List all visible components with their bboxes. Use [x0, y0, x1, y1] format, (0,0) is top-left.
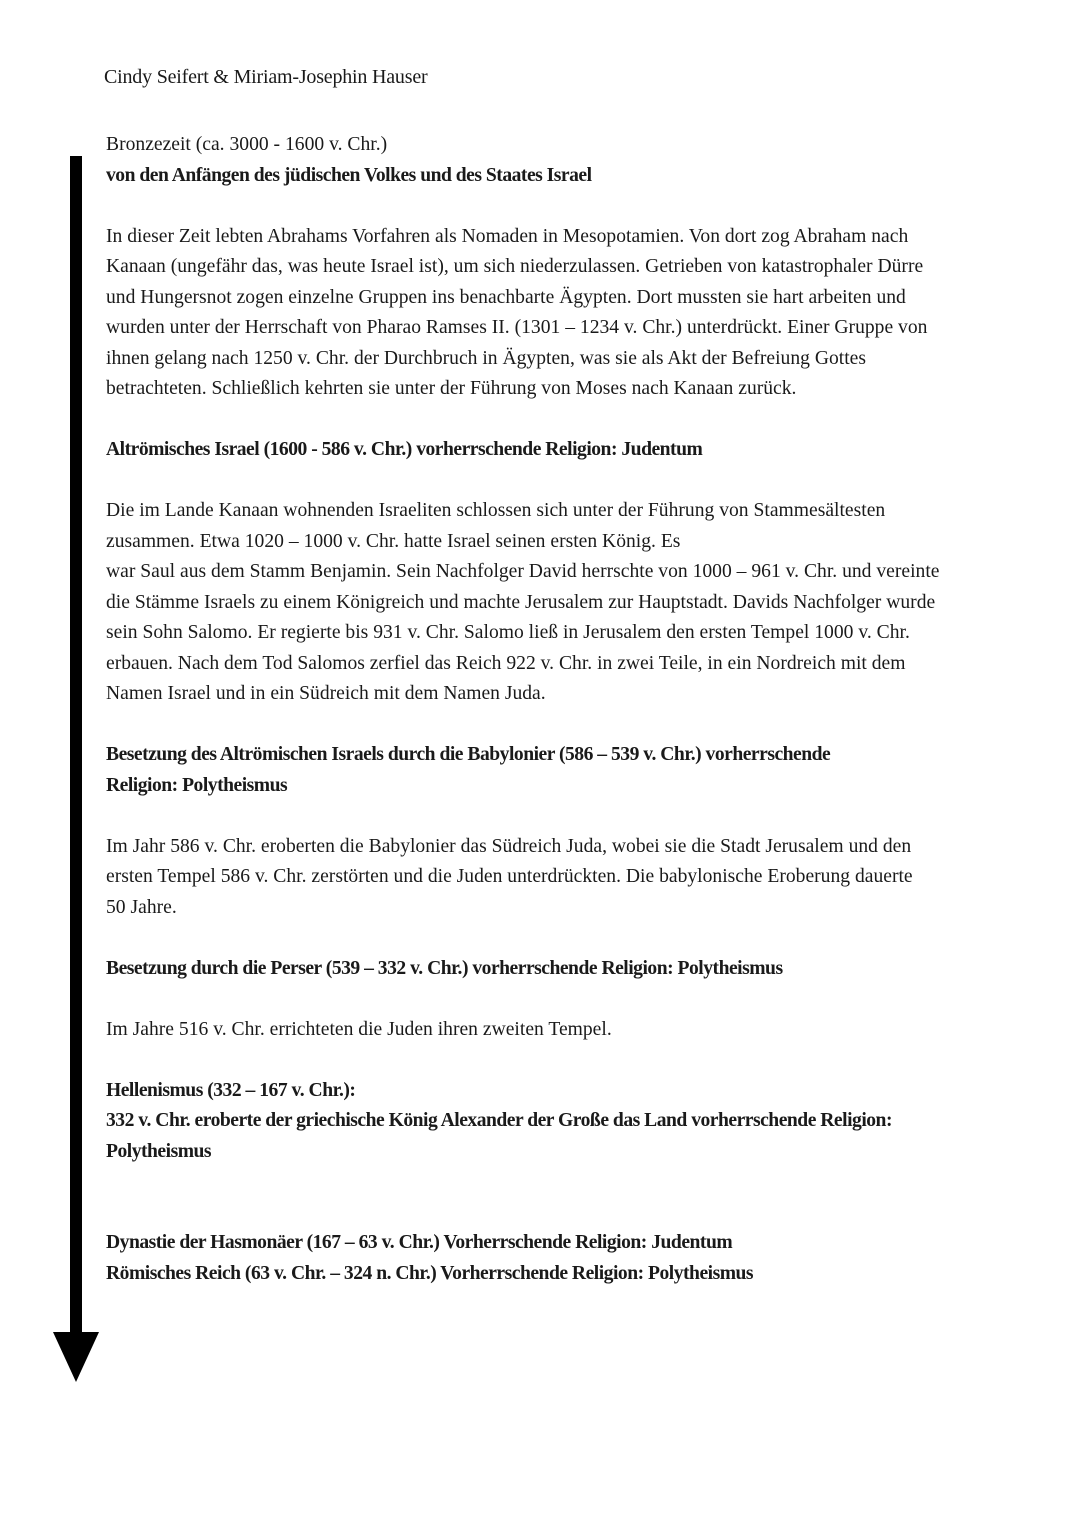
- section-perser-heading: Besetzung durch die Perser (539 – 332 v. Chr.) vorherrschende Religion: Polytheismus: [106, 957, 783, 979]
- paragraph-line: Kanaan (ungefähr das, was heute Israel ist), um sich niederzulassen. Getrieben von katastrophaler Dürre: [106, 256, 924, 277]
- paragraph-line: ihnen gelang nach 1250 v. Chr. der Durchbruch in Ägypten, was sie als Akt der Befreiung Gottes: [106, 347, 866, 369]
- paragraph-line: und Hungersnot zogen einzelne Gruppen ins benachbarte Ägypten. Dort mussten sie hart arbeiten und: [106, 286, 906, 308]
- paragraph-line: Im Jahr 586 v. Chr. eroberten die Babylonier das Südreich Juda, wobei sie die Stadt Jerusalem und den: [106, 835, 912, 857]
- section-altroemisches-israel-heading: Altrömisches Israel (1600 - 586 v. Chr.) vorherrschende Religion: Judentum: [106, 439, 703, 460]
- section-babylonier-heading: Besetzung des Altrömischen Israels durch die Babylonier (586 – 539 v. Chr.) vorherrschende: [106, 744, 831, 765]
- section-babylonier-heading: Religion: Polytheismus: [106, 774, 288, 796]
- paragraph-line: die Stämme Israels zu einem Königreich und machte Jerusalem zur Hauptstadt. Davids Nachfolger wurde: [106, 591, 936, 613]
- paragraph-line: 50 Jahre.: [106, 896, 177, 918]
- document-author: Cindy Seifert & Miriam-Josephin Hauser: [104, 66, 428, 88]
- section-hellenismus-heading: Hellenismus (332 – 167 v. Chr.):: [106, 1079, 356, 1101]
- paragraph-line: Die im Lande Kanaan wohnenden Israeliten schlossen sich unter der Führung von Stammesältesten: [106, 500, 886, 521]
- section-roemisches-reich-heading: Römisches Reich (63 v. Chr. – 324 n. Chr.) Vorherrschende Religion: Polytheismus: [106, 1262, 754, 1284]
- paragraph-line: ersten Tempel 586 v. Chr. zerstörten und die Juden unterdrückten. Die babylonische Eroberung dauerte: [106, 866, 913, 887]
- paragraph-line: erbauen. Nach dem Tod Salomos zerfiel das Reich 922 v. Chr. in zwei Teile, in ein Nordreich mit dem: [106, 652, 906, 674]
- paragraph-line: Namen Israel und in ein Südreich mit dem Namen Juda.: [106, 683, 546, 704]
- section-hellenismus-heading: 332 v. Chr. eroberte der griechische König Alexander der Große das Land vorherrschende Religion:: [106, 1110, 892, 1131]
- timeline-arrow-head-icon: [53, 1332, 99, 1382]
- section-bronzezeit-heading: Bronzezeit (ca. 3000 - 1600 v. Chr.): [106, 134, 388, 155]
- paragraph-line: sein Sohn Salomo. Er regierte bis 931 v. Chr. Salomo ließ in Jerusalem den ersten Tempel 1000 v. Chr.: [106, 622, 910, 643]
- section-hasmonaeer-heading: Dynastie der Hasmonäer (167 – 63 v. Chr.) Vorherrschende Religion: Judentum: [106, 1232, 733, 1253]
- paragraph-line: war Saul aus dem Stamm Benjamin. Sein Nachfolger David herrschte von 1000 – 961 v. Chr. und vereinte: [106, 561, 940, 582]
- paragraph-line: betrachteten. Schließlich kehrten sie unter der Führung von Moses nach Kanaan zurück.: [106, 378, 797, 399]
- paragraph-line: Im Jahre 516 v. Chr. errichteten die Juden ihren zweiten Tempel.: [106, 1018, 612, 1040]
- timeline-arrow-shaft: [70, 156, 82, 1342]
- section-bronzezeit-subheading: von den Anfängen des jüdischen Volkes und des Staates Israel: [106, 164, 592, 186]
- section-hellenismus-heading: Polytheismus: [106, 1140, 212, 1162]
- paragraph-line: wurden unter der Herrschaft von Pharao Ramses II. (1301 – 1234 v. Chr.) unterdrückt. Einer Gruppe von: [106, 317, 928, 338]
- paragraph-line: In dieser Zeit lebten Abrahams Vorfahren als Nomaden in Mesopotamien. Von dort zog Abraham nach: [106, 225, 909, 247]
- paragraph-line: zusammen. Etwa 1020 – 1000 v. Chr. hatte Israel seinen ersten König. Es: [106, 530, 681, 552]
- document-body: [106, 130, 986, 1289]
